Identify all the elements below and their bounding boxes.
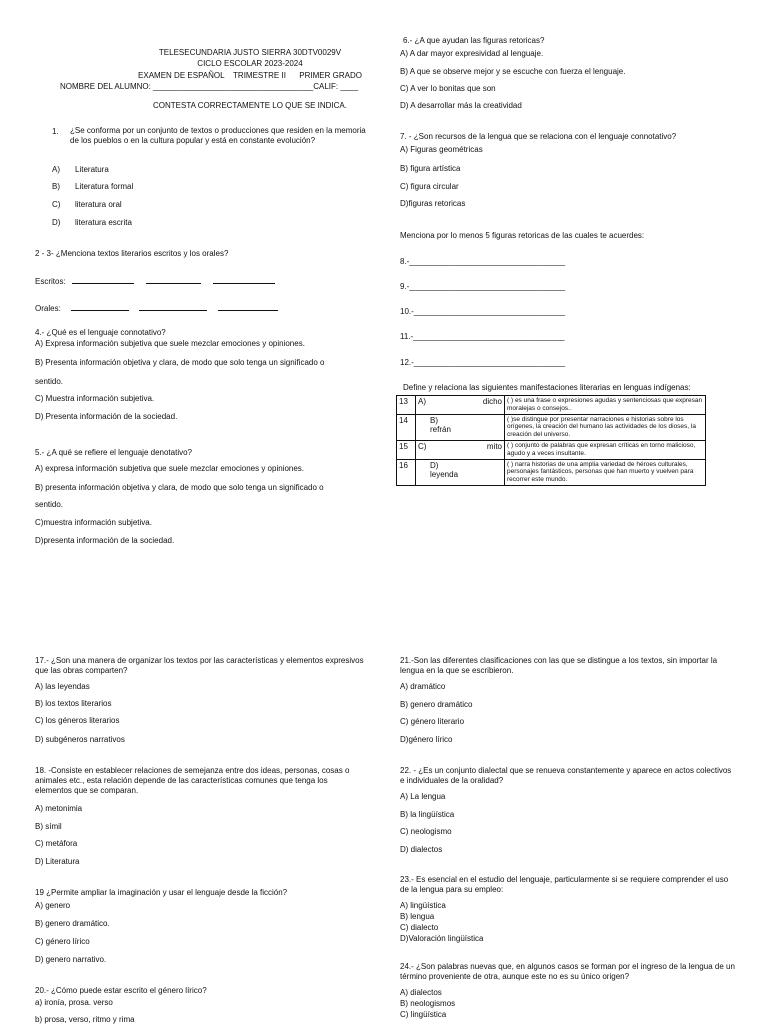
q23-option-a[interactable]: A) lingüística xyxy=(400,901,446,910)
q1-option-b-text: Literatura formal xyxy=(75,182,134,191)
q17-option-c[interactable]: C) los géneros literarios xyxy=(35,716,120,725)
q19-option-c[interactable]: C) género lírico xyxy=(35,937,90,946)
q5-option-c[interactable]: C)muestra información subjetiva. xyxy=(35,518,152,527)
option-letter: A) xyxy=(52,165,60,174)
q6-option-a[interactable]: A) A dar mayor expresividad al lenguaje. xyxy=(400,49,544,58)
q5-option-d[interactable]: D)presenta información de la sociedad. xyxy=(35,536,175,545)
definition-cell[interactable]: ( )se distingue por presentar narraciones e historias sobre los orígenes, la creación del humano las actividades de los dioses, la creación del universo. xyxy=(505,414,706,440)
q1-option-c-text: literatura oral xyxy=(75,200,122,209)
q18-text: 18. -Consiste en establecer relaciones de semejanza entre dos ideas, personas, cosas o animales etc., esta relación depende de las características comunes que tenga los elementos que se comparan. xyxy=(35,766,350,795)
q22-option-d[interactable]: D) dialectos xyxy=(400,845,443,854)
table-title: Define y relaciona las siguientes manifestaciones literarias en lenguas indígenas: xyxy=(403,383,691,392)
q19-option-d[interactable]: D) genero narrativo. xyxy=(35,955,107,964)
q23-text: 23.- Es esencial en el estudio del lenguaje, particularmente si se requiere comprender el uso de la lengua para su empleo: xyxy=(400,875,729,894)
written-label: Escritos: xyxy=(35,277,66,286)
q5-option-a[interactable]: A) expresa información subjetiva que suele mezclar emociones y opiniones. xyxy=(35,464,305,473)
oral-answer-row[interactable] xyxy=(35,302,278,314)
q2-3-text: 2 - 3- ¿Menciona textos literarios escritos y los orales? xyxy=(35,249,229,258)
q4-option-c[interactable]: C) Muestra información subjetiva. xyxy=(35,394,155,403)
q17-option-d[interactable]: D) subgéneros narrativos xyxy=(35,735,125,744)
definition-cell[interactable]: ( ) es una frase o expresiones agudas y sentenciosas que expresan moralejas o consejos.. xyxy=(505,396,706,415)
term-letter: A) xyxy=(418,397,426,406)
q1-number: 1. xyxy=(52,127,59,136)
q4-text: 4.- ¿Qué es el lenguaje connotativo? xyxy=(35,328,166,337)
q22-option-c[interactable]: C) neologismo xyxy=(400,827,452,836)
q21-option-b[interactable]: B) genero dramático xyxy=(400,700,473,709)
answer-blank[interactable] xyxy=(213,275,275,284)
school-cycle: CICLO ESCOLAR 2023-2024 xyxy=(197,59,303,68)
q6-option-b[interactable]: B) A que se observe mejor y se escuche con fuerza el lenguaje. xyxy=(400,67,626,76)
term-cell xyxy=(416,440,505,459)
figure-answer-9[interactable]: 9.-___________________________________ xyxy=(400,282,566,291)
answer-blank[interactable] xyxy=(218,302,278,311)
indigenous-literature-table xyxy=(396,395,706,486)
q17-option-b[interactable]: B) los textos literarios xyxy=(35,699,112,708)
q22-option-a[interactable]: A) La lengua xyxy=(400,792,446,801)
option-letter: C) xyxy=(52,200,61,209)
row-number: 15 xyxy=(397,440,416,459)
q24-option-a[interactable]: A) dialectos xyxy=(400,988,442,997)
term-name: mito xyxy=(486,441,502,451)
definition-cell[interactable]: ( ) conjunto de palabras que expresan críticas en torno malicioso, agudo y a veces insultante. xyxy=(505,440,706,459)
q5-option-b-cont: sentido. xyxy=(35,500,64,509)
written-answer-row[interactable] xyxy=(35,275,275,287)
q21-option-c[interactable]: C) género literario xyxy=(400,717,465,726)
answer-blank[interactable] xyxy=(72,275,134,284)
term-name: leyenda xyxy=(430,470,459,480)
row-number: 14 xyxy=(397,414,416,440)
term-name: refrán xyxy=(430,425,451,435)
q18-option-b[interactable]: B) símil xyxy=(35,822,62,831)
figure-answer-10[interactable]: 10.-__________________________________ xyxy=(400,307,566,316)
q19-text: 19 ¿Permite ampliar la imaginación y usar el lenguaje desde la ficción? xyxy=(35,888,288,897)
definition-cell[interactable]: ( ) narra historias de una amplia variedad de héroes culturales, personajes fantásticos, personas que han muerto y vuelven para recorrer este mundo. xyxy=(505,459,706,485)
q17-option-a[interactable]: A) las leyendas xyxy=(35,682,90,691)
option-letter: D) xyxy=(52,218,61,227)
q6-option-c[interactable]: C) A ver lo bonitas que son xyxy=(400,84,496,93)
table-row xyxy=(397,396,706,415)
q24-option-b[interactable]: B) neologismos xyxy=(400,999,456,1008)
q20-option-a[interactable]: a) ironía, prosa. verso xyxy=(35,998,113,1007)
q17-text: 17.- ¿Son una manera de organizar los textos por las características y elementos expresivos que las obras comparten? xyxy=(35,656,364,675)
oral-label: Orales: xyxy=(35,304,61,313)
q7-option-b[interactable]: B) figura artística xyxy=(400,164,461,173)
table-row xyxy=(397,440,706,459)
term-name: dicho xyxy=(482,397,502,406)
q1-option-a[interactable] xyxy=(52,165,60,175)
student-name-line[interactable]: NOMBRE DEL ALUMNO: ____________________________________CALIF: ____ xyxy=(60,82,359,91)
figure-answer-8[interactable]: 8.-___________________________________ xyxy=(400,257,566,266)
term-cell xyxy=(416,414,505,440)
q7-text: 7. - ¿Son recursos de la lengua que se relaciona con el lenguaje connotativo? xyxy=(400,132,677,141)
q1-option-d-text: literatura escrita xyxy=(75,218,132,227)
answer-blank[interactable] xyxy=(71,302,129,311)
q7-option-c[interactable]: C) figura circular xyxy=(400,182,459,191)
q5-text: 5.- ¿A qué se refiere el lenguaje denotativo? xyxy=(35,448,192,457)
figure-answer-12[interactable]: 12.-__________________________________ xyxy=(400,358,566,367)
q19-option-a[interactable]: A) genero xyxy=(35,901,71,910)
table-row xyxy=(397,459,706,485)
q7-option-d[interactable]: D)figuras retoricas xyxy=(400,199,466,208)
answer-blank[interactable] xyxy=(146,275,201,284)
term-letter: B) xyxy=(430,415,438,425)
q1-option-d[interactable] xyxy=(52,218,60,228)
q18-option-d[interactable]: D) Literatura xyxy=(35,857,80,866)
q4-option-b-cont: sentido. xyxy=(35,377,64,386)
q24-option-c[interactable]: C) lingüística xyxy=(400,1010,447,1019)
term-cell xyxy=(416,396,505,415)
q22-option-b[interactable]: B) la lingüística xyxy=(400,810,455,819)
answer-blank[interactable] xyxy=(139,302,207,311)
q4-option-b[interactable]: B) Presenta información objetiva y clara, de modo que solo tenga un significado o xyxy=(35,358,325,367)
q23-option-c[interactable]: C) dialecto xyxy=(400,923,439,932)
q4-option-a[interactable]: A) Expresa información subjetiva que suele mezclar emociones y opiniones. xyxy=(35,339,305,348)
q23-option-b[interactable]: B) lengua xyxy=(400,912,435,921)
term-cell xyxy=(416,459,505,485)
q24-text: 24.- ¿Son palabras nuevas que, en algunos casos se forman por el ingreso de la lengua de un término proveniente de otra, aunque este no es su único origen? xyxy=(400,962,735,981)
figure-answer-11[interactable]: 11.-__________________________________ xyxy=(400,332,565,341)
q18-option-c[interactable]: C) metáfora xyxy=(35,839,78,848)
row-number: 16 xyxy=(397,459,416,485)
q5-option-b[interactable]: B) presenta información objetiva y clara, de modo que solo tenga un significado o xyxy=(35,483,324,492)
q21-option-a[interactable]: A) dramático xyxy=(400,682,446,691)
school-name: TELESECUNDARIA JUSTO SIERRA 30DTV0029V xyxy=(158,48,342,57)
q18-option-a[interactable]: A) metonimia xyxy=(35,804,83,813)
q20-text: 20.- ¿Cómo puede estar escrito el género lírico? xyxy=(35,986,207,995)
q6-option-d[interactable]: D) A desarrollar más la creatividad xyxy=(400,101,522,110)
row-number: 13 xyxy=(397,396,416,415)
q22-text: 22. - ¿Es un conjunto dialectal que se renueva constantemente y aparece en actos colectivos e individuales de la oralidad? xyxy=(400,766,732,785)
table-row xyxy=(397,414,706,440)
q23-option-d[interactable]: D)Valoración lingüística xyxy=(400,934,484,943)
q19-option-b[interactable]: B) genero dramático. xyxy=(35,919,110,928)
term-letter: D) xyxy=(430,460,439,470)
q21-option-d[interactable]: D)género lírico xyxy=(400,735,453,744)
term-letter: C) xyxy=(418,441,427,451)
instruction: CONTESTA CORRECTAMENTE LO QUE SE INDICA. xyxy=(153,101,347,110)
q1-option-c[interactable] xyxy=(52,200,60,210)
figures-prompt: Menciona por lo menos 5 figuras retoricas de las cuales te acuerdes: xyxy=(400,231,645,240)
q4-option-d[interactable]: D) Presenta información de la sociedad. xyxy=(35,412,178,421)
q6-text: 6.- ¿A que ayudan las figuras retoricas? xyxy=(403,36,545,45)
exam-line: EXAMEN DE ESPAÑOL TRIMESTRE II PRIMER GRADO xyxy=(138,71,362,80)
q21-text: 21.-Son las diferentes clasificaciones con las que se distingue a los textos, sin importar la lengua en la que se escribieron. xyxy=(400,656,718,675)
q20-option-b[interactable]: b) prosa, verso, ritmo y rima xyxy=(35,1015,135,1024)
q7-option-a[interactable]: A) Figuras geométricas xyxy=(400,145,483,154)
q1-option-b[interactable] xyxy=(52,182,60,192)
q1-option-a-text: Literatura xyxy=(75,165,109,174)
q1-text: ¿Se conforma por un conjunto de textos o producciones que residen en la memoria de los pueblos o en la cultura popular y está en constante evolución? xyxy=(70,126,366,145)
option-letter: B) xyxy=(52,182,60,191)
